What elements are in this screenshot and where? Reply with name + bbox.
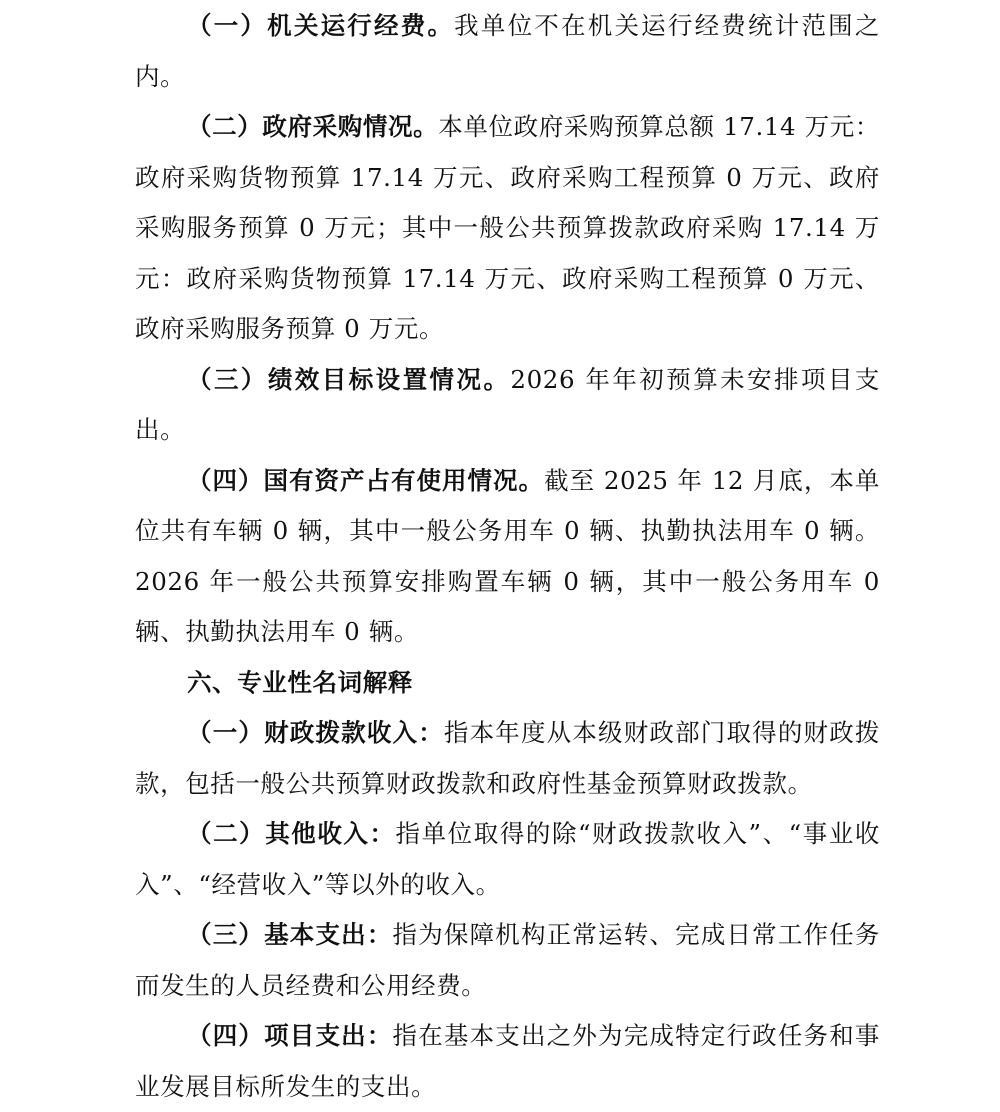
paragraph-lead: （四）项目支出： — [187, 1021, 393, 1050]
section-heading: 六、专业性名词解释 — [187, 667, 413, 697]
paragraph-state-assets — [135, 456, 880, 658]
paragraph-lead: （一）财政拨款收入： — [187, 718, 444, 747]
paragraph-body: 指为保障机构正常运转、完成日常工作任务而发生的人员经费和公用经费。 — [135, 920, 880, 1000]
paragraph-admin-operating-expenses — [135, 0, 880, 102]
paragraph-body: 本单位政府采购预算总额 17.14 万元：政府采购货物预算 17.14 万元、政府采购工程预算 0 万元、政府采购服务预算 0 万元；其中一般公共预算拨款政府采购 17.14 万元：政府采购货物预算 17.14 万元、政府采购工程预算 0 万元、政府采购服务预算 0 万元。 — [135, 112, 881, 343]
paragraph-body: 指在基本支出之外为完成特定行政任务和事业发展目标所发生的支出。 — [135, 1021, 880, 1101]
paragraph-project-expenditure — [135, 1011, 880, 1112]
paragraph-body: 2026 年年初预算未安排项目支出。 — [135, 364, 880, 444]
paragraph-fiscal-appropriation-income — [135, 708, 880, 809]
paragraph-body: 指本年度从本级财政部门取得的财政拨款，包括一般公共预算财政拨款和政府性基金预算财政拨款。 — [135, 718, 881, 798]
paragraph-lead: （三）绩效目标设置情况。 — [187, 364, 511, 394]
paragraph-government-procurement — [135, 102, 880, 355]
paragraph-body: 我单位不在机关运行经费统计范围之内。 — [135, 11, 880, 91]
paragraph-performance-targets — [135, 355, 880, 456]
paragraph-lead: （一）机关运行经费。 — [187, 11, 455, 40]
paragraph-other-income — [135, 809, 880, 910]
paragraph-body: 指单位取得的除“财政拨款收入”、“事业收入”、“经营收入”等以外的收入。 — [135, 819, 880, 899]
paragraph-lead: （四）国有资产占有使用情况。 — [187, 465, 545, 495]
document-page — [135, 0, 880, 1112]
paragraph-lead: （二）政府采购情况。 — [187, 112, 439, 141]
paragraph-body: 截至 2025 年 12 月底，本单位共有车辆 0 辆，其中一般公务用车 0 辆、执勤执法用车 0 辆。2026 年一般公共预算安排购置车辆 0 辆，其中一般公务用车 0 辆、执勤执法用车 0 辆。 — [135, 465, 880, 646]
paragraph-lead: （二）其他收入： — [187, 819, 396, 848]
paragraph-lead: （三）基本支出： — [187, 920, 393, 949]
paragraph-basic-expenditure — [135, 910, 880, 1011]
